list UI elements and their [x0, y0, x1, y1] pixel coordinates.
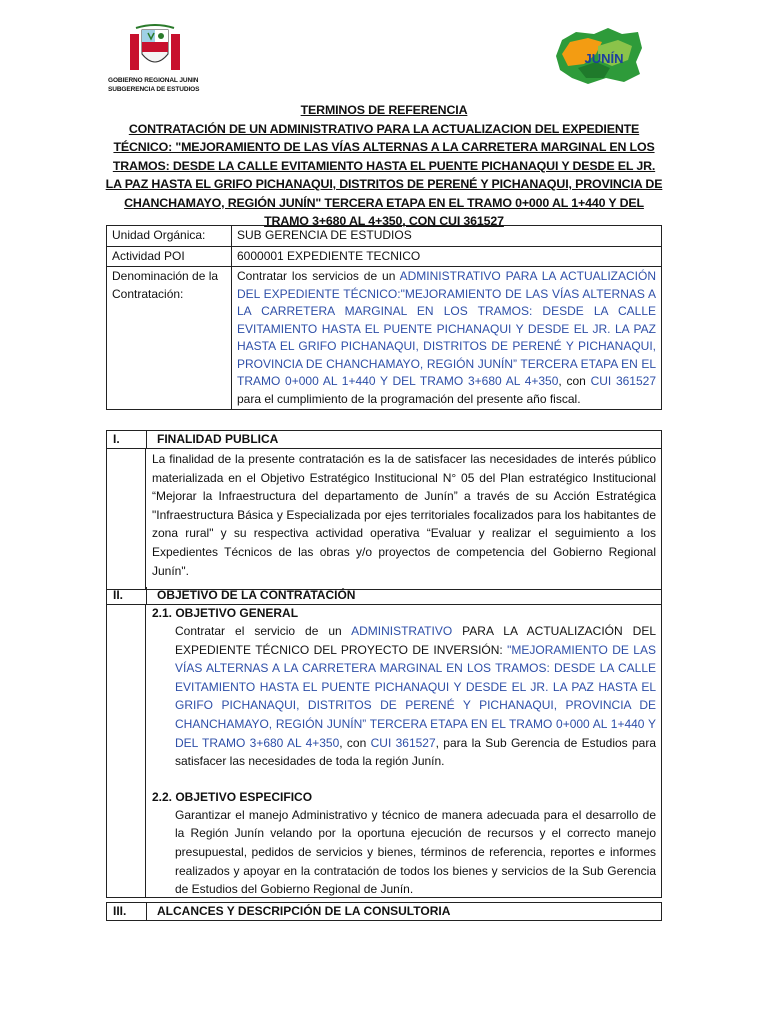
section-header [107, 431, 661, 449]
denomination-value [232, 267, 662, 410]
section-title: OBJETIVO DE LA CONTRATACIÓN [157, 588, 356, 602]
meta-table [106, 225, 662, 410]
title-body: CONTRATACIÓN DE UN ADMINISTRATIVO PARA LA ACTUALIZACION DEL EXPEDIENTE TÉCNICO: "MEJORAMIENTO DE LAS VÍAS ALTERNAS A LA CARRETERA MARGINAL EN LOS TRAMOS: DESDE LA CALLE EVITAMIENTO HASTA EL PUENTE PICHANAQUI Y DESDE EL JR. LA PAZ HASTA EL GRIFO PICHANAQUI, DISTRITOS DE PERENÉ Y PICHANAQUI, PROVINCIA DE CHANCHAMAYO, REGIÓN JUNÍN" TERCERA ETAPA EN EL TRAMO 0+000 AL 1+440 Y DEL TRAMO 3+680 AL 4+350, CON CUI 361527 [105, 121, 663, 228]
denom-mid: , con [558, 374, 591, 388]
subsection-title: 2.1. OBJETIVO GENERAL [152, 606, 299, 620]
table-row [107, 246, 662, 267]
section-content [145, 605, 661, 897]
logo-text: JUNÍN [584, 51, 624, 66]
obj-cui: CUI 361527 [370, 735, 436, 750]
section-title: FINALIDAD PUBLICA [157, 432, 279, 446]
section-number: III. [107, 903, 147, 920]
denom-pre: Contratar los servicios de un [237, 269, 400, 283]
table-key: Denominación de la Contratación: [107, 267, 232, 410]
denom-cui: CUI 361527 [590, 374, 656, 388]
section-number: I. [107, 431, 147, 448]
section-number: II. [107, 587, 147, 604]
obj-post: , para la Sub Gerencia de Estudios para satisfacer las necesidades de toda la región Junín. [175, 735, 657, 769]
obj-mid: PARA LA ACTUALIZACIÓN DEL EXPEDIENTE TÉCNICO DEL PROYECTO DE INVERSIÓN: [175, 624, 657, 657]
section-alcances [106, 902, 662, 921]
section-header [107, 903, 661, 920]
title-line-1: TERMINOS DE REFERENCIA [300, 103, 468, 117]
subsection-text [152, 622, 656, 771]
section-finalidad [106, 430, 662, 590]
denom-post: para el cumplimiento de la programación del presente año fiscal. [237, 391, 581, 406]
subsection-text: Garantizar el manejo Administrativo y técnico de manera adecuada para el desarrollo de la Región Junín velando por la oportuna ejecución de recursos y el correcto manejo presupuestal, pedidos de servicios y bienes, términos de referencia, reportes e informes realizados y apoyar en la contratación de todos los bienes y servicios de la Sub Gerencia de Estudios del Gobierno Regional de Junín. [175, 807, 656, 897]
obj-blue-1: ADMINISTRATIVO [351, 624, 453, 638]
section-header [107, 587, 661, 605]
table-value: 6000001 EXPEDIENTE TECNICO [232, 246, 662, 267]
org-name [108, 76, 199, 94]
table-value: SUB GERENCIA DE ESTUDIOS [232, 226, 662, 247]
org-line-1: GOBIERNO REGIONAL JUNIN [108, 77, 199, 84]
obj-blue-2: "MEJORAMIENTO DE LAS VÍAS ALTERNAS A LA CARRETERA MARGINAL EN LOS TRAMOS: DESDE LA CALLE EVITAMIENTO HASTA EL PUENTE PICHANAQUI Y DESDE EL JR. LA PAZ HASTA EL GRIFO PICHANAQUI, DISTRITOS DE PERENÉ Y PICHANAQUI, PROVINCIA DE CHANCHAMAYO, REGIÓN JUNÍN” TERCERA ETAPA EN EL TRAMO 0+000 AL 1+440 Y DEL TRAMO 3+680 AL 4+350 [175, 642, 656, 750]
obj-pre: Contratar el servicio de un [175, 624, 352, 638]
obj-mid-2: , con [339, 735, 371, 750]
section-text: La finalidad de la presente contratación es la de satisfacer las necesidades de interés público materializada en el Objetivo Estratégico Institucional N° 05 del Plan estratégico Institucional “Mejorar la Infraestructura del departamento de Junín” a través de su Acción Estratégica "Infraestructura Básica y Especializada por ejes territoriales focalizados para los habitantes de zona rural" y su respectiva actividad operativa “Evaluar y realizar el seguimiento a los Expedientes Técnicos de las obras y/o proyectos de competencia del Gobierno Regional Junín". [145, 449, 661, 589]
denom-blue: ADMINISTRATIVO PARA LA ACTUALIZACIÓN DEL EXPEDIENTE TÉCNICO:"MEJORAMIENTO DE LAS VÍAS ALTERNAS A LA CARRETERA MARGINAL EN LOS TRAMOS: DESDE LA CALLE EVITAMIENTO HASTA EL PUENTE PICHANAQUI Y DESDE EL JR. LA PAZ HASTA EL GRIFO PICHANAQUI, DISTRITOS DE PERENÉ Y PICHANAQUI, PROVINCIA DE CHANCHAMAYO, REGIÓN JUNÍN” TERCERA ETAPA EN EL TRAMO 0+000 AL 1+440 Y DEL TRAMO 3+680 AL 4+350 [237, 269, 656, 388]
subsection-title: 2.2. OBJETIVO ESPECIFICO [152, 789, 313, 804]
section-objetivo [106, 587, 662, 898]
peru-coat-of-arms-icon [130, 24, 180, 72]
document-title [104, 101, 664, 231]
table-row [107, 226, 662, 247]
org-line-2: SUBGERENCIA DE ESTUDIOS [108, 86, 200, 93]
junin-map-logo [548, 26, 646, 86]
section-title: ALCANCES Y DESCRIPCIÓN DE LA CONSULTORIA [157, 904, 451, 918]
table-key: Unidad Orgánica: [107, 226, 232, 247]
table-key: Actividad POI [107, 246, 232, 267]
table-row [107, 267, 662, 410]
